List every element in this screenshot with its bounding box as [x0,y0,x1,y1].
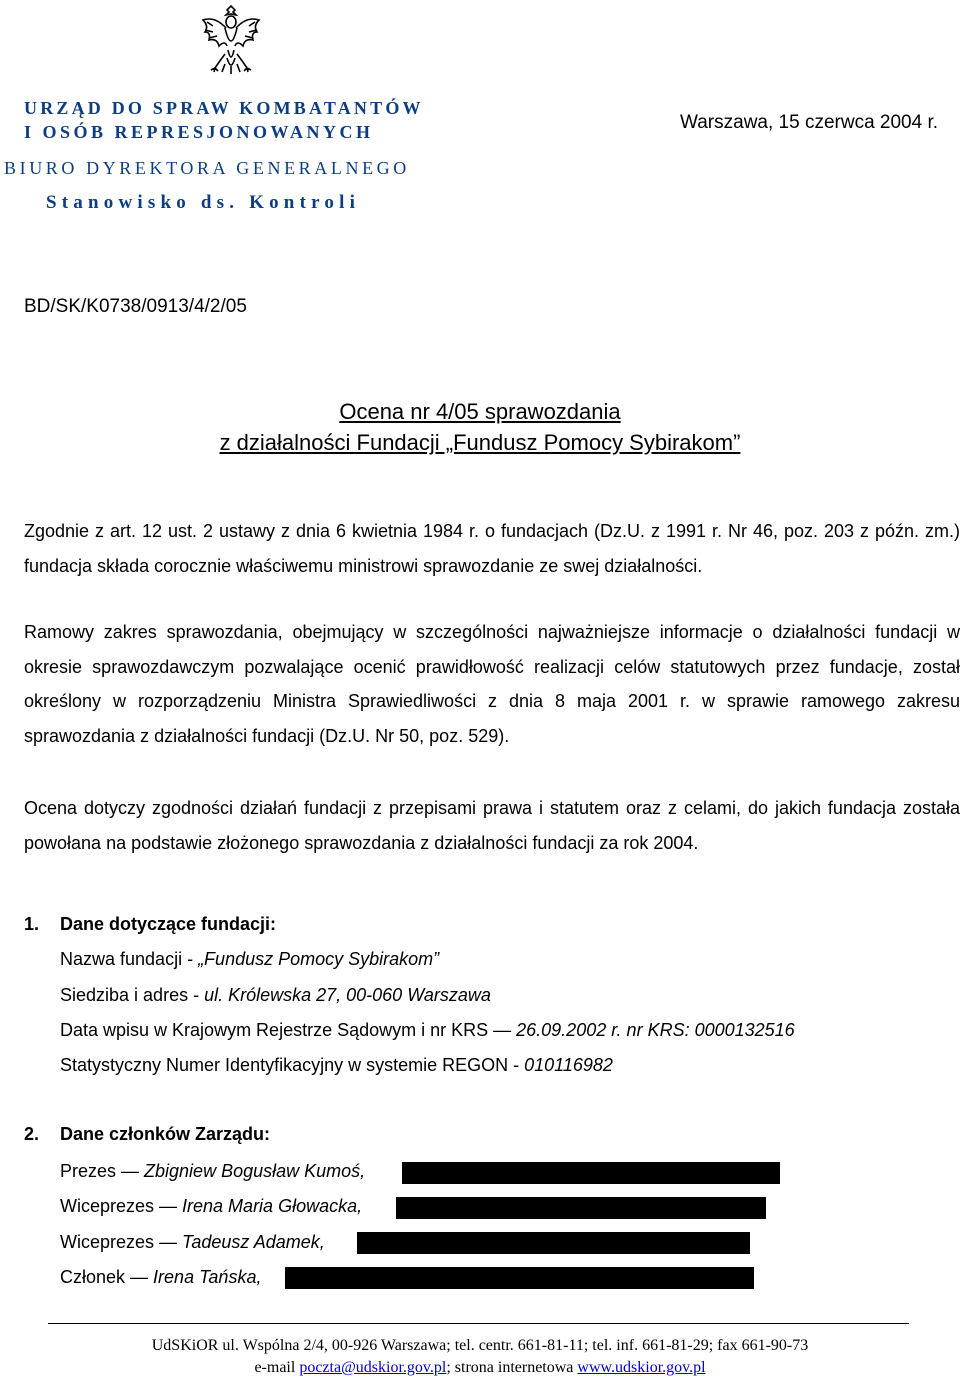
foundation-regon-field [60,1055,613,1076]
paragraph-legal-basis: Zgodnie z art. 12 ust. 2 ustawy z dnia 6 kwietnia 1984 r. o fundacjach (Dz.U. z 1991 r. Nr 46, poz. 203 z późn. zm.) fundacja składa corocznie właściwemu ministrowi sprawozdanie ze swej działalności. [24,521,960,576]
field-value: „Fundusz Pomocy Sybirakom” [198,949,440,969]
member-role: Wiceprezes — [60,1232,183,1252]
board-member-row [60,1161,365,1182]
section-title: Dane członków Zarządu: [60,1124,271,1144]
document-title-line1: Ocena nr 4/05 sprawozdania [339,399,621,424]
section-board-members-heading [24,1124,270,1145]
footer-divider [48,1323,909,1324]
office-name-line1: URZĄD DO SPRAW KOMBATANTÓW [24,98,424,118]
board-member-row [60,1196,362,1217]
member-name: Tadeusz Adamek, [182,1232,325,1252]
polish-eagle-emblem-icon [195,2,267,76]
member-role: Członek — [60,1267,154,1287]
field-value: 26.09.2002 r. nr KRS: 0000132516 [516,1020,795,1040]
paragraph-assessment: Ocena dotyczy zgodności działań fundacji z przepisami prawa i statutem oraz z celami, do jakich fundacja została powołana na podstawie złożonego sprawozdania z działalności fundacji za rok 2004. [24,798,960,853]
website-link[interactable]: www.udskior.gov.pl [577,1359,706,1376]
redaction-bar [402,1162,780,1184]
board-member-row [60,1267,261,1288]
field-label: Statystyczny Numer Identyfikacyjny w systemie REGON - [60,1055,525,1075]
redaction-bar [285,1267,754,1289]
bureau-name: BIURO DYREKTORA GENERALNEGO [4,158,410,178]
footer-contact-line: UdSKiOR ul. Wspólna 2/4, 00-926 Warszawa; tel. centr. 661-81-11; tel. inf. 661-81-29; fax 661-90-73 [151,1337,809,1354]
redaction-bar [396,1197,766,1219]
position-name: Stanowisko ds. Kontroli [46,192,361,213]
foundation-address-field [60,985,491,1006]
document-title-line2: z działalności Fundacji „Fundusz Pomocy Sybirakom” [219,430,741,455]
reference-number: BD/SK/K0738/0913/4/2/05 [24,296,247,317]
foundation-name-field [60,949,439,970]
footer-links-line [0,1359,960,1377]
member-name: Zbigniew Bogusław Kumoś, [144,1161,366,1181]
field-value: ul. Królewska 27, 00-060 Warszawa [204,985,491,1005]
paragraph-report-scope: Ramowy zakres sprawozdania, obejmujący w szczególności najważniejsze informacje o działalności fundacji w okresie sprawozdawczym pozwalające ocenić prawidłowość realizacji celów statutowych przez fundacje, został określony w rozporządzeniu Ministra Sprawiedliwości z dnia 8 maja 2001 r. w sprawie ramowego zakresu sprawozdania z działalności fundacji (Dz.U. Nr 50, poz. 529). [24,622,960,746]
member-name: Irena Tańska, [153,1267,262,1287]
member-role: Prezes — [60,1161,145,1181]
field-value: 010116982 [524,1055,613,1075]
section-number: 1. [24,914,40,934]
section-title: Dane dotyczące fundacji: [60,914,277,934]
email-link[interactable]: poczta@udskior.gov.pl [299,1359,447,1376]
field-label: Siedziba i adres - [60,985,205,1005]
office-name-line2: I OSÓB REPRESJONOWANYCH [24,122,374,142]
email-prefix: e-mail [254,1359,300,1376]
member-role: Wiceprezes — [60,1196,183,1216]
board-member-row [60,1232,325,1253]
section-number: 2. [24,1124,40,1144]
member-name: Irena Maria Głowacka, [182,1196,363,1216]
field-label: Nazwa fundacji - [60,949,199,969]
section-foundation-data-heading [24,914,276,935]
foundation-krs-field [60,1020,795,1041]
redaction-bar [357,1232,750,1254]
web-prefix: ; strona internetowa [446,1359,578,1376]
document-date: Warszawa, 15 czerwca 2004 r. [680,112,939,133]
field-label: Data wpisu w Krajowym Rejestrze Sądowym i nr KRS — [60,1020,517,1040]
